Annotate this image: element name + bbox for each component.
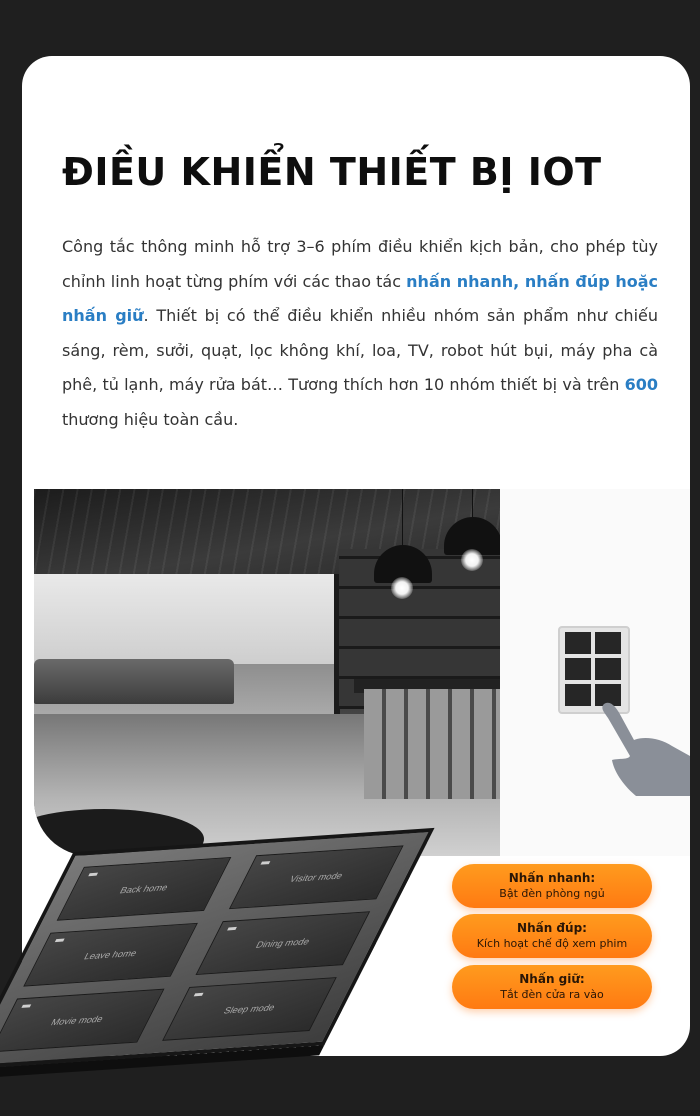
paragraph-highlight-brands: 600 bbox=[624, 375, 658, 394]
lamp-cord bbox=[472, 489, 473, 519]
page-title: ĐIỀU KHIỂN THIẾT BỊ IOT bbox=[62, 150, 602, 194]
paragraph-text-1: Công tắc thông minh hỗ trợ 3–6 phím điều khiển kịch bản, cho phép tùy chỉnh linh hoạt từng phím với các thao tác bbox=[62, 237, 658, 291]
wall-switch-key bbox=[565, 684, 591, 706]
kitchen-counter bbox=[364, 689, 500, 799]
action-label: Nhấn nhanh: bbox=[508, 871, 596, 885]
action-desc: Kích hoạt chế độ xem phim bbox=[476, 937, 628, 950]
switch-key-movie-mode[interactable]: Movie mode bbox=[0, 989, 165, 1053]
action-desc: Tắt đèn cửa ra vào bbox=[500, 988, 604, 1001]
wall-switch-key bbox=[565, 632, 591, 654]
wall-switch-key bbox=[595, 632, 621, 654]
wall-switch-key bbox=[595, 658, 621, 680]
action-label: Nhấn giữ: bbox=[519, 972, 585, 986]
action-desc: Bật đèn phòng ngủ bbox=[499, 887, 605, 900]
switch-key-sleep-mode[interactable]: Sleep mode bbox=[162, 977, 337, 1041]
switch-key-back-home[interactable]: Back home bbox=[57, 857, 232, 921]
paragraph-highlight-actions: nhấn nhanh, nhấn đúp hoặc nhấn giữ bbox=[62, 271, 658, 325]
switch-key-dining-mode[interactable]: Dining mode bbox=[195, 911, 370, 975]
action-label: Nhấn đúp: bbox=[517, 921, 587, 935]
pointing-hand-icon bbox=[600, 696, 690, 796]
sofa bbox=[34, 659, 234, 704]
action-pill-long-press bbox=[452, 965, 652, 1009]
action-pill-double-press bbox=[452, 914, 652, 958]
action-pill-short-press bbox=[452, 864, 652, 908]
paragraph-text-2: . Thiết bị có thể điều khiển nhiều nhóm sản phẩm như chiếu sáng, rèm, sưởi, quạt, lọc không khí, loa, TV, robot hút bụi, máy pha cà phê, tủ lạnh, máy rửa bát… Tương thích hơn 10 nhóm thiết bị và trên bbox=[62, 306, 658, 394]
description-paragraph bbox=[62, 230, 658, 437]
switch-key-visitor-mode[interactable]: Visitor mode bbox=[229, 845, 404, 909]
paragraph-text-3: thương hiệu toàn cầu. bbox=[62, 409, 239, 429]
switch-panel-body bbox=[0, 828, 435, 1070]
light-bulb-icon bbox=[461, 549, 483, 571]
switch-key-leave-home[interactable]: Leave home bbox=[23, 923, 198, 987]
lamp-cord bbox=[402, 489, 403, 547]
interior-photo bbox=[34, 489, 500, 856]
light-bulb-icon bbox=[391, 577, 413, 599]
wall-switch-key bbox=[565, 658, 591, 680]
